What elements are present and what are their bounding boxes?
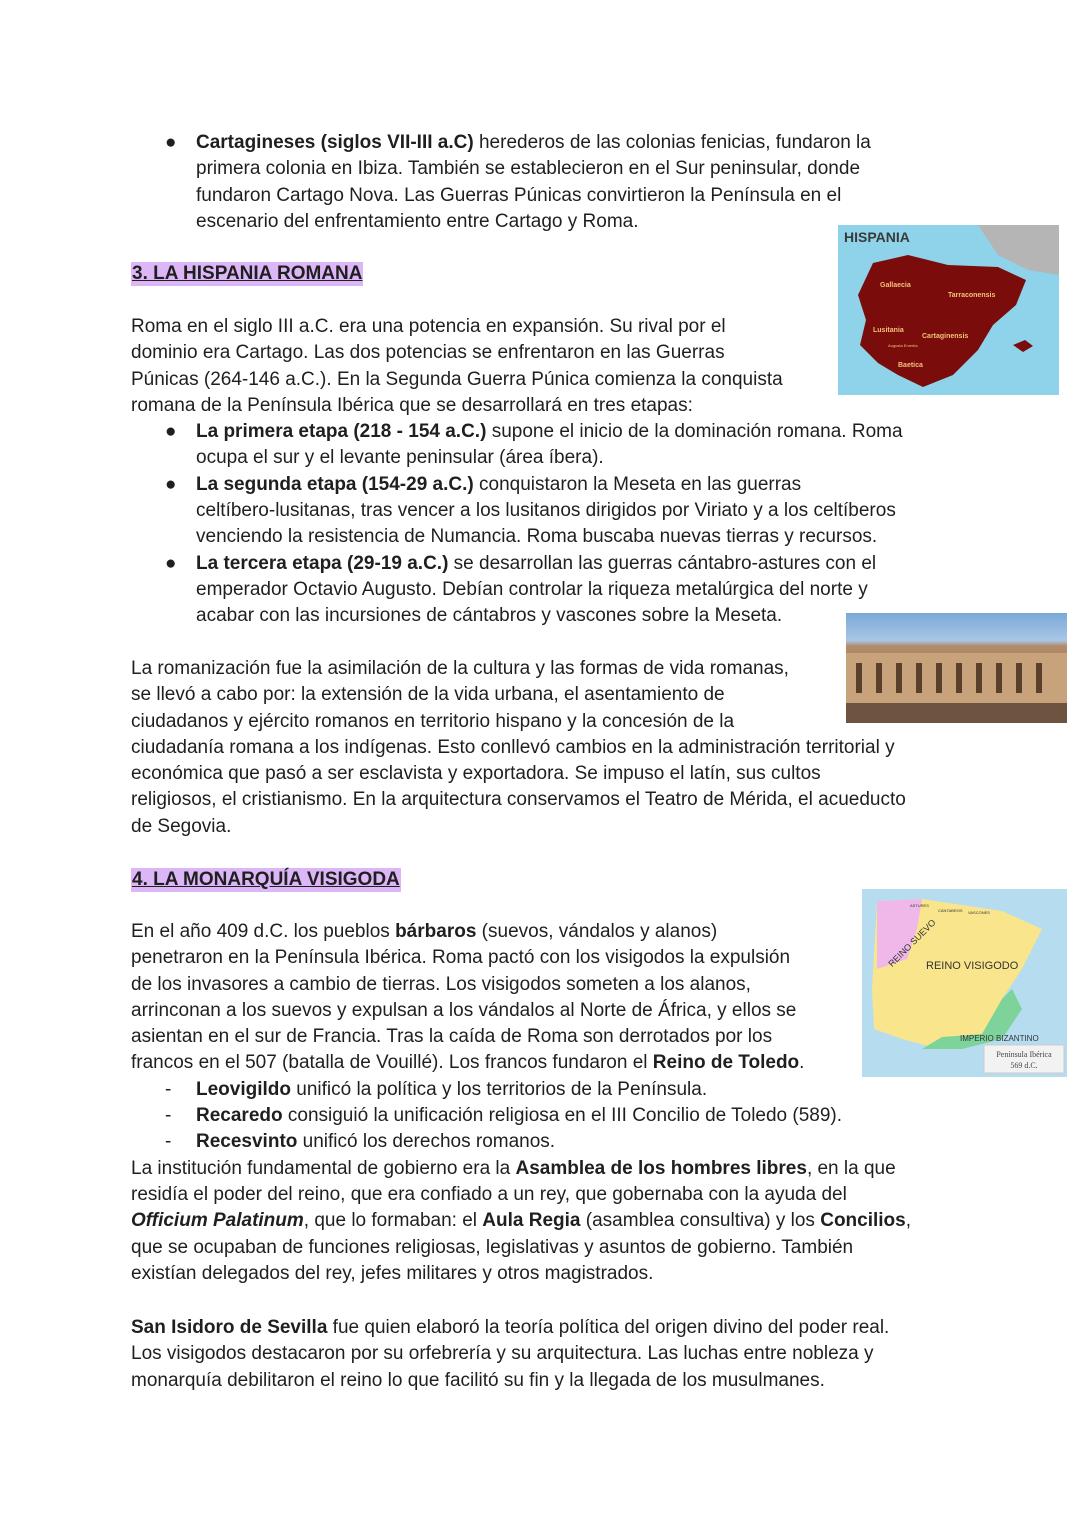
label-reino-visigodo: REINO VISIGODO bbox=[926, 960, 1019, 972]
text: conquistaron la Meseta en las guerras bbox=[473, 473, 802, 495]
text: Los visigodos destacaron por su orfebrería y su arquitectura. Las luchas entre nobleza y bbox=[131, 1343, 874, 1365]
text: escenario del enfrentamiento entre Cartago y Roma. bbox=[196, 210, 639, 232]
paragraph bbox=[131, 919, 911, 1287]
text: La romanización fue la asimilación de la cultura y las formas de vida romanas, bbox=[131, 658, 789, 679]
bold-text: Recesvinto bbox=[196, 1131, 298, 1153]
bold-text: Aula Regia bbox=[482, 1210, 581, 1232]
bold-text: La segunda etapa (154-29 a.C.) bbox=[196, 473, 474, 495]
text: que se ocupaban de funciones religiosas, legislativas y asuntos de gobierno. También bbox=[131, 1236, 854, 1258]
reino-visigodo-map-image bbox=[862, 889, 1067, 1077]
dash-marker: - bbox=[165, 1131, 172, 1153]
bold-text: La primera etapa (218 - 154 a.C.) bbox=[196, 421, 487, 443]
text-line bbox=[131, 1368, 889, 1394]
text: consiguió la unificación religiosa en el III Concilio de Toledo (589). bbox=[282, 1105, 843, 1127]
bold-text: Asamblea de los hombres libres bbox=[515, 1157, 807, 1179]
text: , en la que bbox=[806, 1157, 896, 1179]
label-astures: ASTURES bbox=[910, 903, 929, 908]
bold-text: Reino de Toledo bbox=[652, 1052, 800, 1074]
text: monarquía debilitaron el reino lo que facilitó su fin y la llegada de los musulmanes. bbox=[131, 1369, 825, 1391]
text-line bbox=[131, 998, 911, 1024]
text: herederos de las colonias fenicias, fundaron la bbox=[473, 132, 871, 153]
text-line bbox=[131, 156, 871, 182]
label-tarraconensis: Tarraconensis bbox=[948, 292, 996, 299]
text: dominio era Cartago. Las dos potencias se enfrentaron en las Guerras bbox=[131, 342, 725, 364]
text-line bbox=[131, 1235, 911, 1261]
text: religiosos, el cristianismo. En la arquitectura conservamos el Teatro de Mérida, el acueducto bbox=[131, 789, 906, 811]
label-cartaginensis: Cartaginensis bbox=[922, 333, 969, 340]
text-line bbox=[131, 945, 911, 971]
text: fundaron Cartago Nova. Las Guerras Púnicas convirtieron la Península en el bbox=[196, 184, 842, 206]
teatro-merida-photo bbox=[846, 613, 1067, 723]
text-line bbox=[131, 524, 903, 550]
list-item bbox=[131, 472, 903, 498]
text: celtíbero-lusitanas, tras vencer a los lusitanos dirigidos por Viriato y a los celtíberos bbox=[196, 500, 896, 522]
text-line bbox=[131, 709, 906, 735]
text-line bbox=[131, 972, 911, 998]
text: romana de la Península Ibérica que se desarrollará en tres etapas: bbox=[131, 394, 693, 416]
map-title: HISPANIA bbox=[844, 229, 910, 245]
text: . bbox=[799, 1052, 805, 1074]
text-line bbox=[131, 577, 903, 603]
bold-text: bárbaros bbox=[395, 921, 477, 942]
text-line bbox=[131, 1024, 911, 1050]
list-item bbox=[131, 551, 903, 577]
text: económica que pasó a ser esclavista y exportadora. Se impuso el latín, sus cultos bbox=[131, 763, 821, 785]
text: ciudadanía romana a los indígenas. Esto conllevó cambios en la administración territorial y bbox=[131, 736, 895, 758]
text-line bbox=[131, 682, 906, 708]
text-line bbox=[131, 183, 871, 209]
text-line bbox=[131, 314, 903, 340]
text-line bbox=[131, 340, 903, 366]
text: francos en el 507 (batalla de Vouillé). Los francos fundaron el bbox=[131, 1052, 653, 1074]
text-line bbox=[131, 1341, 889, 1367]
list-item bbox=[131, 419, 903, 445]
text-line bbox=[131, 1182, 911, 1208]
text: emperador Octavio Augusto. Debían controlar la riqueza metalúrgica del norte y bbox=[196, 578, 868, 600]
label-lusitania: Lusitania bbox=[873, 327, 904, 334]
text: de los invasores a cambio de tierras. Los visigodos someten a los alanos, bbox=[131, 973, 751, 995]
heading-hispania-romana: 3. LA HISPANIA ROMANA bbox=[132, 263, 363, 284]
text: (asamblea consultiva) y los bbox=[580, 1210, 821, 1232]
list-item bbox=[131, 1103, 911, 1129]
text: ciudadanos y ejército romanos en territorio hispano y la concesión de la bbox=[131, 710, 735, 732]
dash-marker: - bbox=[165, 1078, 172, 1100]
list-item bbox=[131, 130, 871, 156]
bullet-marker: ● bbox=[165, 552, 177, 574]
text-line bbox=[131, 393, 903, 419]
text: unificó la política y los territorios de la Península. bbox=[291, 1078, 708, 1100]
label-augusta-emerita: Augusta Emerita bbox=[888, 343, 918, 348]
text: La institución fundamental de gobierno era la bbox=[131, 1157, 516, 1179]
text: residía el poder del reino, que era confiado a un rey, que gobernaba con la ayuda del bbox=[131, 1183, 847, 1205]
paragraph bbox=[131, 1315, 889, 1394]
bold-text: San Isidoro de Sevilla bbox=[131, 1317, 328, 1338]
text: de Segovia. bbox=[131, 815, 232, 837]
dash-marker: - bbox=[165, 1105, 172, 1127]
text-line bbox=[131, 761, 906, 787]
list-item bbox=[131, 1077, 911, 1103]
bold-text: Leovigildo bbox=[196, 1078, 291, 1100]
text: primera colonia en Ibiza. También se establecieron en el Sur peninsular, donde bbox=[196, 158, 861, 180]
text-line bbox=[131, 656, 906, 682]
bold-text: Officium Palatinum bbox=[131, 1210, 304, 1232]
label-gallaecia: Gallaecia bbox=[880, 282, 911, 289]
bold-text: Recaredo bbox=[196, 1105, 283, 1127]
text-line bbox=[131, 209, 871, 235]
text: asientan en el sur de Francia. Tras la caída de Roma son derrotados por los bbox=[131, 1026, 773, 1048]
text-line bbox=[131, 603, 903, 629]
text-line bbox=[131, 787, 906, 813]
text-line bbox=[131, 1208, 911, 1234]
text: fue quien elaboró la teoría política del origen divino del poder real. bbox=[327, 1317, 890, 1338]
text-line bbox=[131, 919, 911, 945]
map-caption-title: Península Ibérica bbox=[996, 1050, 1052, 1059]
label-imperio-bizantino: IMPERIO BIZANTINO bbox=[960, 1034, 1039, 1043]
text: penetraron en la Península Ibérica. Roma pactó con los visigodos la expulsión bbox=[131, 947, 791, 969]
heading-monarquia-visigoda: 4. LA MONARQUÍA VISIGODA bbox=[132, 869, 400, 890]
bullet-marker: ● bbox=[165, 421, 177, 443]
text: unificó los derechos romanos. bbox=[297, 1131, 556, 1153]
text: , bbox=[905, 1210, 912, 1232]
hispania-map-image bbox=[838, 225, 1059, 395]
paragraph bbox=[131, 314, 903, 630]
text: Roma en el siglo III a.C. era una potencia en expansión. Su rival por el bbox=[131, 316, 726, 337]
label-vascones: VASCONES bbox=[968, 910, 990, 915]
bold-text: Concilios bbox=[820, 1210, 906, 1232]
text-line bbox=[131, 1261, 911, 1287]
paragraph bbox=[131, 656, 906, 840]
text: arrinconan a los suevos y expulsan a los vándalos al Norte de África, y ellos se bbox=[131, 999, 797, 1021]
text: En el año 409 d.C. los pueblos bbox=[131, 921, 396, 942]
text: se desarrollan las guerras cántabro-astures con el bbox=[448, 552, 877, 574]
text-line bbox=[131, 498, 903, 524]
map-caption-date: 569 d.C. bbox=[1010, 1061, 1038, 1070]
text: (suevos, vándalos y alanos) bbox=[476, 921, 718, 942]
text-line bbox=[131, 1050, 911, 1076]
text: supone el inicio de la dominación romana. Roma bbox=[486, 421, 903, 443]
text: , que lo formaban: el bbox=[303, 1210, 483, 1232]
paragraph bbox=[131, 130, 871, 235]
bold-text: Cartagineses (siglos VII-III a.C) bbox=[196, 132, 474, 153]
text-line bbox=[131, 445, 903, 471]
list-item bbox=[131, 1129, 911, 1155]
text-line bbox=[131, 735, 906, 761]
label-reino-suevo: REINO SUEVO bbox=[886, 917, 938, 969]
bullet-marker: ● bbox=[165, 132, 177, 153]
label-cantabros: CÁNTABROS bbox=[938, 908, 963, 913]
label-baetica: Baetica bbox=[898, 362, 923, 369]
text: acabar con las incursiones de cántabros y vascones sobre la Meseta. bbox=[196, 605, 783, 627]
bullet-marker: ● bbox=[165, 473, 177, 495]
text: ocupa el sur y el levante peninsular (área íbera). bbox=[196, 447, 604, 469]
text-line bbox=[131, 1315, 889, 1341]
text-line bbox=[131, 814, 906, 840]
text: se llevó a cabo por: la extensión de la vida urbana, el asentamiento de bbox=[131, 684, 725, 706]
text-line bbox=[131, 1156, 911, 1182]
text: venciendo la resistencia de Numancia. Roma buscaba nuevas tierras y recursos. bbox=[196, 526, 878, 548]
text: Púnicas (264-146 a.C.). En la Segunda Guerra Púnica comienza la conquista bbox=[131, 368, 783, 390]
text: existían delegados del rey, jefes militares y otros magistrados. bbox=[131, 1262, 654, 1284]
bold-text: La tercera etapa (29-19 a.C.) bbox=[196, 552, 449, 574]
text-line bbox=[131, 367, 903, 393]
